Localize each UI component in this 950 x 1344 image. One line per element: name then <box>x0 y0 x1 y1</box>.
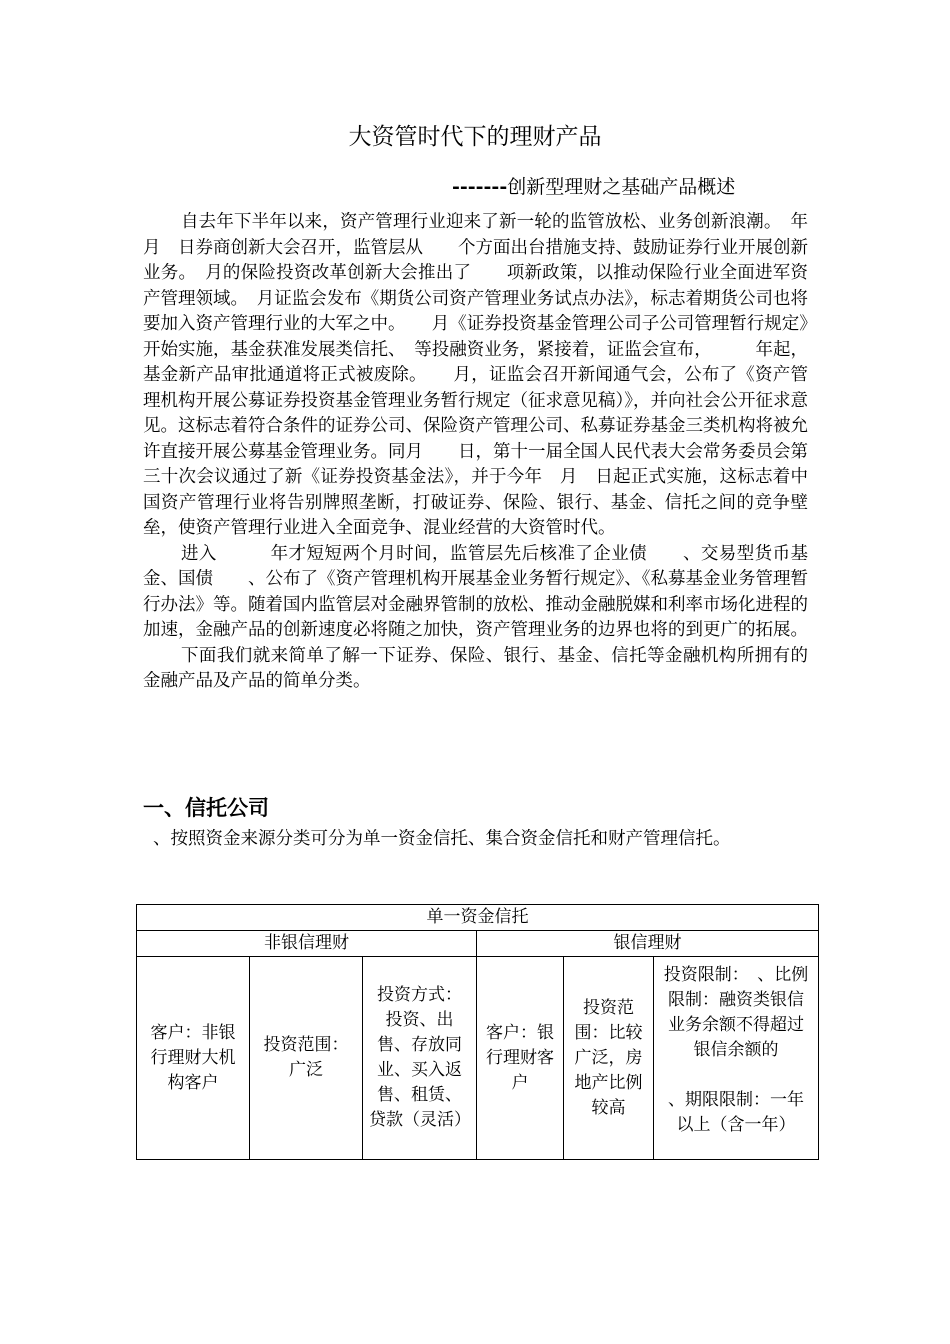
trust-table <box>136 904 819 1160</box>
table-row <box>137 957 819 1160</box>
table-caption-row <box>137 905 819 931</box>
paragraph-2: 进入 年才短短两个月时间，监管层先后核准了企业债 、交易型货币基金、国债 、公布了《资产管理机构开展基金业务暂行规定》、《私募基金业务管理暂行办法》等。随着国内监管层对金融界管制的放松、推动金融脱媒和利率市场化进程的加速，金融产品的创新速度必将随之加快，资产管理业务的边界也将的到更广的拓展。 <box>143 543 808 640</box>
document-title: 大资管时代下的理财产品 <box>348 124 602 150</box>
cell-client-non-bank: 客户：非银行理财大机构客户 <box>137 957 250 1160</box>
table-group-row <box>137 931 819 957</box>
paragraph-1: 自去年下半年以来，资产管理行业迎来了新一轮的监管放松、业务创新浪潮。 年 月 日券商创新大会召开，监管层从 个方面出台措施支持、鼓励证券行业开展创新业务。 月的保险投资改革创新大会推出了 项新政策，以推动保险行业全面进军资产管理领域。 月证监会发布《期货公司资产管理业务试点办法》，标志着期货公司也将要加入资产管理行业的大军之中。 月《证券投资基金管理公司子公司管理暂行规定》开始实施，基金获准发展类信托、 等投融资业务，紧接着，证监会宣布， 年起，基金新产品审批通道将正式被废除。 月，证监会召开新闻通气会，公布了《资产管理机构开展公募证券投资基金管理业务暂行规定（征求意见稿）》，并向社会公开征求意见。这标志着符合条件的证券公司、保险资产管理公司、私募证券基金三类机构将被允许直接开展公募基金管理业务。同月 日，第十一届全国人民代表大会常务委员会第三十次会议通过了新《证券投资基金法》，并于今年 月 日起正式实施，这标志着中国资产管理行业将告别牌照垄断，打破证券、保险、银行、基金、信托之间的竞争壁垒，使资产管理行业进入全面竞争、混业经营的大资管时代。 <box>143 212 826 538</box>
document-subtitle <box>452 172 735 199</box>
table-caption: 单一资金信托 <box>137 905 819 931</box>
cell-method-non-bank: 投资方式：投资、出售、存放同业、买入返售、租赁、贷款（灵活） <box>363 957 477 1160</box>
subtitle-dash: ------- <box>452 176 508 198</box>
intro-body <box>143 210 826 695</box>
limit-term: 、期限限制：一年以上（含一年） <box>668 1090 805 1135</box>
section-note: 、按照资金来源分类可分为单一资金信托、集合资金信托和财产管理信托。 <box>153 829 731 849</box>
cell-scope-non-bank: 投资范围：广泛 <box>250 957 363 1160</box>
section-heading-trust: 一、信托公司 <box>143 796 269 820</box>
cell-scope-bank: 投资范围：比较广泛，房地产比例较高 <box>564 957 654 1160</box>
limit-ratio: 投资限制： 、比例限制：融资类银信业务余额不得超过银信余额的 <box>663 965 809 1060</box>
paragraph-3: 下面我们就来简单了解一下证券、保险、银行、基金、信托等金融机构所拥有的金融产品及产品的简单分类。 <box>143 645 808 691</box>
subtitle-text: 创新型理财之基础产品概述 <box>507 176 736 198</box>
cell-limits-bank <box>654 957 819 1160</box>
group-header-bank: 银信理财 <box>477 931 819 957</box>
group-header-non-bank: 非银信理财 <box>137 931 477 957</box>
cell-client-bank: 客户：银行理财客户 <box>477 957 564 1160</box>
